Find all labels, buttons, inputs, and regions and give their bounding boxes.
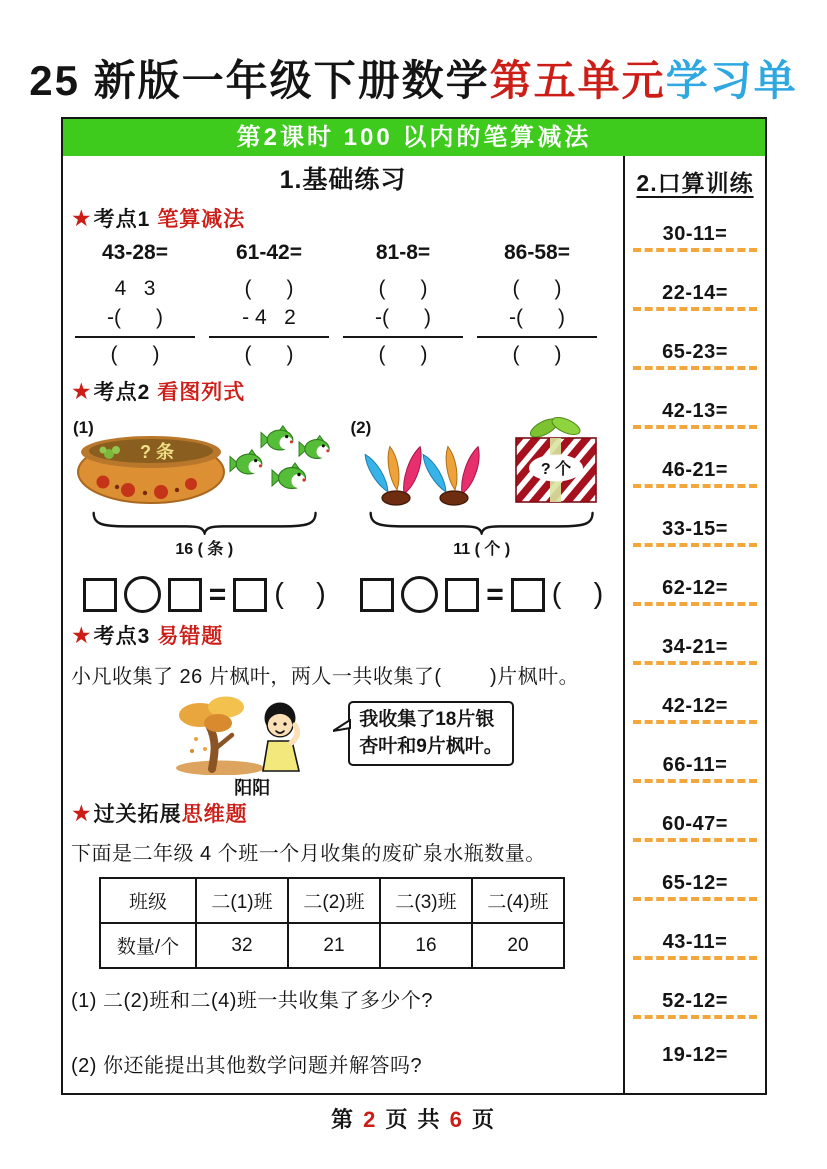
unit-paren: ( )	[274, 578, 326, 610]
answer-line	[633, 838, 757, 842]
subtrahend-row: - 4 2	[242, 306, 296, 329]
answer-line	[633, 720, 757, 724]
column-problem-3	[339, 241, 467, 369]
equals-line	[209, 336, 329, 338]
kaodian2-topic: 看图列式	[157, 381, 246, 404]
extension-question-1: (1) 二(2)班和二(4)班一共收集了多少个?	[71, 990, 434, 1012]
unit-paren: ( )	[551, 578, 604, 610]
kaodian1-label: 考点1	[93, 208, 151, 231]
star-icon: ★	[71, 800, 93, 826]
answer-line	[633, 956, 757, 960]
extension-intro-text: 下面是二年级 4 个班一个月收集的废矿泉水瓶数量。	[71, 843, 546, 865]
kaodian2-heading	[71, 376, 615, 406]
shuttlecock-icon	[362, 445, 427, 505]
header-cell: 二(3)班	[380, 878, 472, 923]
oral-problem-list	[625, 198, 765, 1093]
column-subtraction-problems	[71, 233, 615, 369]
picture-problems-row	[71, 416, 615, 559]
oral-problem: 62-12=	[632, 554, 758, 613]
header-cell: 班级	[100, 878, 196, 923]
oral-problem: 33-15=	[632, 495, 758, 554]
kaodian3-topic: 易错题	[157, 625, 224, 648]
fish-icon	[272, 463, 306, 489]
oral-problem: 66-11=	[632, 731, 758, 790]
answer-row: ( )	[110, 343, 160, 366]
kaodian3-label: 考点3	[93, 625, 151, 648]
answer-line	[633, 307, 757, 311]
basic-practice-section	[63, 156, 623, 1093]
kaodian1-topic: 笔算减法	[157, 208, 246, 231]
minuend-row: ( )	[378, 277, 428, 300]
oral-problem: 19-12=	[662, 1044, 728, 1066]
bottle-count-table	[99, 877, 565, 969]
worksheet-columns	[63, 156, 765, 1093]
equals-sign: =	[208, 577, 227, 611]
footer-text: 页	[463, 1107, 497, 1132]
minuend-row: 4 3	[114, 277, 156, 300]
picture1-total-label: 16 ( 条 )	[175, 541, 234, 558]
fish-icon	[299, 436, 329, 459]
boy-name-caption: 阳阳	[234, 778, 271, 798]
shuttlecocks-gift-illustration	[362, 416, 602, 508]
answer-line	[633, 661, 757, 665]
oral-practice-sidebar	[623, 156, 765, 1093]
header-cell: 二(1)班	[196, 878, 288, 923]
row-label-cell: 数量/个	[100, 923, 196, 968]
picture2-tag: (2)	[350, 418, 372, 437]
operator-circle	[401, 576, 438, 613]
picture2-total-label: 11 ( 个 )	[453, 541, 511, 558]
value-cell: 21	[288, 923, 380, 968]
equals-line	[75, 336, 195, 338]
footer-text: 第	[330, 1107, 364, 1132]
total-page-number: 6	[449, 1107, 464, 1132]
subtrahend-row: -( )	[375, 306, 431, 329]
table-value-row	[100, 923, 564, 968]
oral-problem: 22-14=	[632, 259, 758, 318]
answer-line	[633, 248, 757, 252]
problem-expression: 61-42=	[236, 241, 302, 264]
equals-line	[477, 336, 597, 338]
column-problem-4	[473, 241, 601, 369]
star-icon: ★	[71, 378, 93, 404]
oral-problem: 42-13=	[632, 377, 758, 436]
answer-line	[633, 779, 757, 783]
oral-problem: 30-11=	[632, 200, 758, 259]
value-cell: 16	[380, 923, 472, 968]
problem-expression: 81-8=	[375, 241, 431, 264]
title-red-part: 第五单元	[489, 57, 666, 104]
speech-line-1: 我收集了18片银	[359, 709, 495, 730]
oral-problem: 46-21=	[632, 436, 758, 495]
extension-question-2: (2) 你还能提出其他数学问题并解答吗?	[71, 1055, 423, 1077]
answer-box	[233, 578, 267, 612]
oral-problem: 34-21=	[632, 613, 758, 672]
lesson-banner: 第2课时 100 以内的笔算减法	[63, 119, 765, 156]
fish-icon	[261, 426, 293, 450]
speech-bubble	[348, 701, 514, 766]
picture1-tag: (1)	[73, 418, 94, 437]
kaodian3-question-text: 小凡收集了 26 片枫叶，两人一共收集了( )片枫叶。	[71, 666, 580, 688]
problem-expression: 86-58=	[504, 241, 570, 264]
speech-bubble-tail	[333, 719, 352, 733]
page-title	[0, 48, 827, 108]
section2-heading: 2.口算训练	[636, 170, 754, 196]
oral-problem: 52-12=	[632, 967, 758, 1026]
answer-row: ( )	[244, 343, 294, 366]
column-problem-2	[205, 241, 333, 369]
value-cell: 20	[472, 923, 564, 968]
subtrahend-row: -( )	[107, 306, 163, 329]
table-header-row	[100, 878, 564, 923]
tree-and-boy-illustration	[172, 691, 332, 775]
equation-templates-row	[71, 576, 615, 613]
answer-line	[633, 484, 757, 488]
speech-line-2: 杏叶和9片枫叶。	[359, 735, 503, 757]
number-box	[360, 578, 394, 612]
oral-problem: 43-11=	[632, 908, 758, 967]
value-cell: 32	[196, 923, 288, 968]
answer-line	[633, 543, 757, 547]
star-icon: ★	[71, 622, 93, 648]
gift-box-icon	[516, 416, 596, 502]
oral-problem: 65-23=	[632, 318, 758, 377]
fish-bowl-illustration	[73, 416, 335, 508]
equals-line	[343, 336, 463, 338]
minuend-row: ( )	[512, 277, 562, 300]
bowl-question-label: ? 条	[140, 442, 175, 462]
equation-template-2	[348, 576, 615, 613]
answer-box	[511, 578, 545, 612]
kaodian2-label: 考点2	[93, 381, 151, 404]
extension-heading	[71, 798, 615, 828]
operator-circle	[124, 576, 161, 613]
answer-row: ( )	[378, 343, 428, 366]
equation-template-1	[71, 576, 338, 613]
number-box	[445, 578, 479, 612]
section1-heading: 1.基础练习	[279, 166, 407, 194]
picture-problem-1	[71, 416, 338, 559]
answer-line	[633, 602, 757, 606]
header-cell: 二(2)班	[288, 878, 380, 923]
title-blue-part: 学习单	[665, 57, 798, 104]
column-problem-1	[71, 241, 199, 369]
number-box	[83, 578, 117, 612]
oral-problem: 60-47=	[632, 790, 758, 849]
brace-under-picture2	[367, 510, 596, 535]
picture-problem-2	[348, 416, 615, 559]
answer-row: ( )	[512, 343, 562, 366]
number-box	[168, 578, 202, 612]
minuend-row: ( )	[244, 277, 294, 300]
kaodian3-heading	[71, 620, 615, 650]
oral-problem: 42-12=	[632, 672, 758, 731]
star-icon: ★	[71, 205, 93, 231]
answer-line	[633, 366, 757, 370]
footer-text: 页 共	[377, 1107, 450, 1132]
extension-label: 过关拓展	[93, 803, 182, 826]
page-footer	[0, 1103, 827, 1134]
header-cell: 二(4)班	[472, 878, 564, 923]
subtrahend-row: -( )	[509, 306, 565, 329]
extension-topic: 思维题	[181, 803, 248, 826]
worksheet-frame	[61, 117, 767, 1095]
oral-problem: 65-12=	[632, 849, 758, 908]
title-black-part: 25 新版一年级下册数学	[29, 57, 490, 104]
gift-question-label: ? 个	[540, 461, 571, 478]
boy-avatar	[263, 703, 299, 772]
shuttlecock-icon	[419, 445, 484, 505]
kaodian1-heading	[71, 203, 615, 233]
answer-line	[633, 897, 757, 901]
current-page-number: 2	[363, 1107, 378, 1132]
fish-icon	[230, 450, 262, 474]
answer-line	[633, 425, 757, 429]
kaodian3-illustration	[71, 691, 615, 798]
equals-sign: =	[486, 577, 504, 611]
answer-line	[633, 1015, 757, 1019]
brace-under-picture1	[90, 510, 319, 535]
problem-expression: 43-28=	[102, 241, 168, 264]
